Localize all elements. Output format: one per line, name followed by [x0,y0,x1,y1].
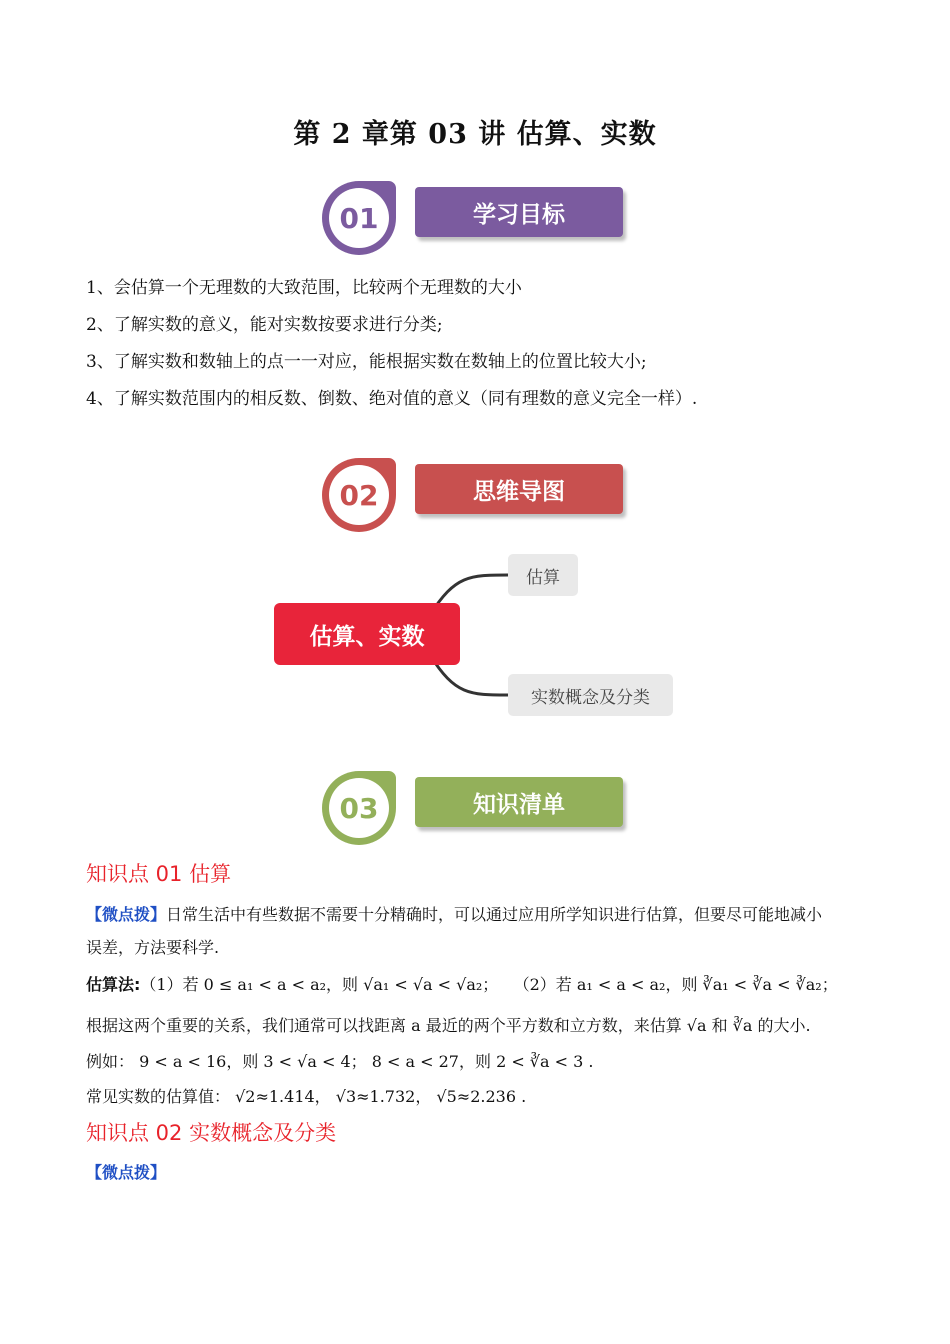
common-values-text: 常见实数的估算值： √2≈1.414， √3≈1.732， √5≈2.236 . [86,1087,527,1106]
section-number: 01 [329,188,389,248]
tip-label: 【微点拨】 [86,1163,167,1182]
example-text: 例如： 9 < a < 16，则 3 < √a < 4； 8 < a < 27，则 2 < ∛a < 3 . [86,1052,594,1071]
method-line [86,972,838,995]
mindmap-center-node: 估算、实数 [274,603,460,665]
method-rule-2: （2）若 a₁ < a < a₂，则 ∛a₁ < ∛a < ∛a₂； [513,975,838,994]
knowledge-point-heading: 知识点 02 实数概念及分类 [86,1121,337,1145]
goal-item: 1、会估算一个无理数的大致范围，比较两个无理数的大小 [86,278,522,298]
mindmap-node-real-numbers: 实数概念及分类 [508,674,673,716]
section-label: 知识清单 [415,777,623,827]
goal-item: 4、了解实数范围内的相反数、倒数、绝对值的意义（同有理数的意义完全一样）. [86,389,698,409]
section-badge-03 [322,771,632,851]
page-title: 第 2 章第 03 讲 估算、实数 [293,119,657,150]
tip-text-continued: 误差，方法要科学. [86,938,220,957]
tip-text: 日常生活中有些数据不需要十分精确时，可以通过应用所学知识进行估算，但要尽可能地减小 [166,905,823,924]
tip-line [86,902,822,925]
method-rule-1: （1）若 0 ≤ a₁ < a < a₂，则 √a₁ < √a < √a₂； [140,975,499,994]
goal-item: 2、了解实数的意义，能对实数按要求进行分类; [86,315,443,335]
section-label: 思维导图 [415,464,623,514]
goal-item: 3、了解实数和数轴上的点一一对应，能根据实数在数轴上的位置比较大小; [86,352,647,372]
mindmap-node-estimate: 估算 [508,554,578,596]
method-label: 估算法: [86,975,141,994]
section-number: 02 [329,465,389,525]
section-label: 学习目标 [415,187,623,237]
tip-label: 【微点拨】 [86,905,167,924]
knowledge-point-heading: 知识点 01 估算 [86,862,232,886]
section-number: 03 [329,778,389,838]
relation-text: 根据这两个重要的关系，我们通常可以找距离 a 最近的两个平方数和立方数，来估算 √a 和 ∛a 的大小. [86,1016,811,1035]
tip-line [86,1160,166,1183]
section-number-circle [322,771,396,845]
